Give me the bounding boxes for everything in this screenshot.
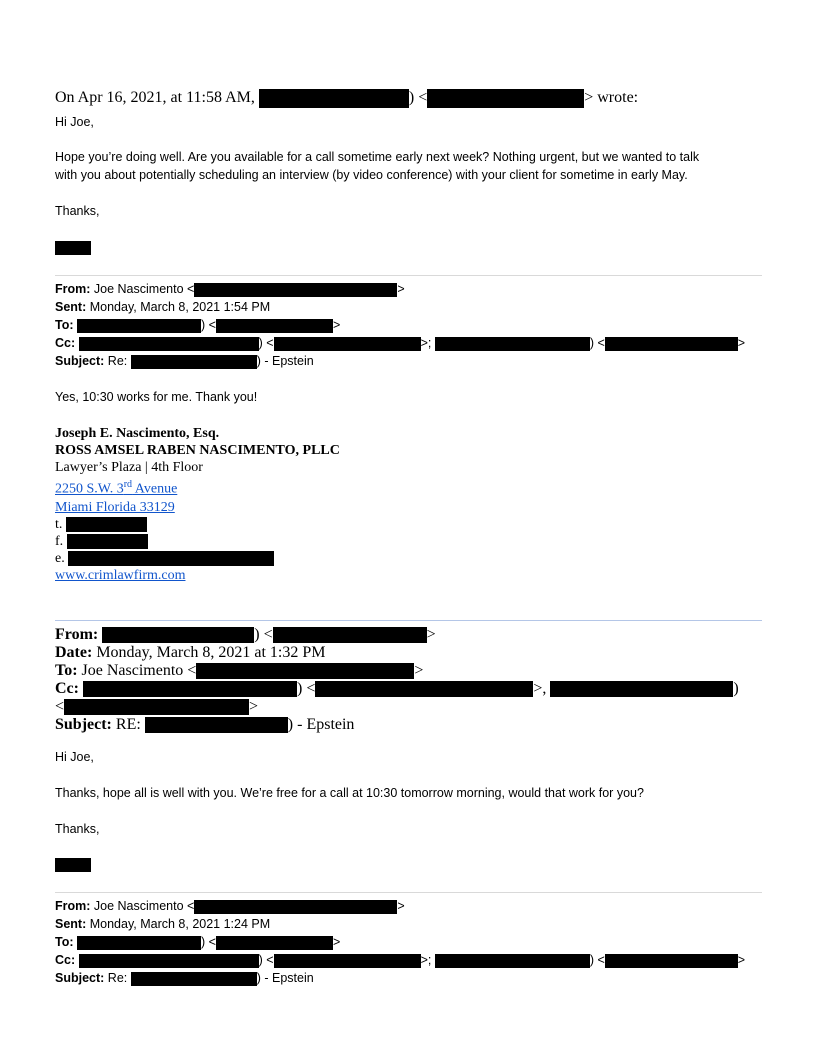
redaction — [550, 681, 733, 697]
redaction — [68, 551, 274, 566]
city-link[interactable]: Miami Florida 33129 — [55, 500, 175, 515]
redaction — [435, 954, 590, 968]
redaction — [274, 954, 421, 968]
redaction — [77, 319, 201, 333]
redaction — [131, 355, 257, 369]
redaction — [131, 972, 257, 986]
redaction — [216, 319, 333, 333]
redaction — [83, 681, 297, 697]
signature-redaction — [55, 858, 91, 872]
redaction — [102, 627, 254, 643]
from-line: From: ) < > — [55, 626, 436, 643]
cc-line: Cc: ) < >; ) < > — [55, 336, 746, 350]
redaction — [79, 337, 259, 351]
subject-line: Subject: Re: ) - Epstein — [55, 354, 314, 368]
sent-line: Sent: Monday, March 8, 2021 1:54 PM — [55, 300, 271, 314]
redaction — [67, 534, 148, 549]
closing: Thanks, — [55, 204, 100, 218]
cc-line-2: < > — [55, 698, 259, 715]
address-link[interactable]: 2250 S.W. 3rd Avenue — [55, 479, 178, 497]
body-line: with you about potentially scheduling an interview (by video conference) with your client for sometime in early May. — [55, 168, 688, 182]
redaction — [605, 337, 738, 351]
body-line: Thanks, hope all is well with you. We’re free for a call at 10:30 tomorrow morning, would that work for you? — [55, 786, 644, 800]
closing: Thanks, — [55, 822, 100, 836]
cc-line: Cc: ) < >, ) — [55, 680, 739, 697]
subject-line: Subject: Re: ) - Epstein — [55, 971, 314, 985]
phone-line: t. — [55, 517, 147, 533]
reply-text: Yes, 10:30 works for me. Thank you! — [55, 390, 258, 404]
fax-line: f. — [55, 534, 148, 550]
signature-firm: ROSS AMSEL RABEN NASCIMENTO, PLLC — [55, 443, 340, 458]
redaction — [605, 954, 738, 968]
redaction — [274, 337, 421, 351]
divider — [55, 892, 762, 893]
greeting: Hi Joe, — [55, 750, 94, 764]
redaction — [259, 89, 409, 108]
to-line: To: Joe Nascimento < > — [55, 662, 424, 679]
from-line: From: Joe Nascimento < > — [55, 282, 405, 296]
redaction — [194, 283, 397, 297]
email-line: e. — [55, 551, 274, 567]
signature-building: Lawyer’s Plaza | 4th Floor — [55, 460, 203, 475]
redaction — [427, 89, 584, 108]
divider — [55, 275, 762, 276]
quote-header: On Apr 16, 2021, at 11:58 AM, ) < > wrote: — [55, 89, 639, 107]
cc-line: Cc: ) < >; ) < > — [55, 953, 746, 967]
sent-line: Sent: Monday, March 8, 2021 1:24 PM — [55, 917, 271, 931]
redaction — [315, 681, 533, 697]
date-line: Date: Monday, March 8, 2021 at 1:32 PM — [55, 644, 326, 661]
signature-redaction — [55, 241, 91, 255]
redaction — [66, 517, 147, 532]
website-link[interactable]: www.crimlawfirm.com — [55, 568, 186, 583]
to-line: To: ) < > — [55, 935, 341, 949]
to-line: To: ) < > — [55, 318, 341, 332]
redaction — [79, 954, 259, 968]
redaction — [435, 337, 590, 351]
redaction — [196, 663, 414, 679]
signature-name: Joseph E. Nascimento, Esq. — [55, 426, 220, 441]
greeting: Hi Joe, — [55, 115, 94, 129]
redaction — [216, 936, 333, 950]
from-line: From: Joe Nascimento < > — [55, 899, 405, 913]
redaction — [194, 900, 397, 914]
subject-line: Subject: RE: ) - Epstein — [55, 716, 355, 733]
body-line: Hope you’re doing well. Are you available for a call sometime early next week? Nothing urgent, but we wanted to talk — [55, 150, 700, 164]
redaction — [145, 717, 288, 733]
redaction — [77, 936, 201, 950]
redaction — [273, 627, 427, 643]
divider — [55, 620, 762, 621]
redaction — [64, 699, 249, 715]
